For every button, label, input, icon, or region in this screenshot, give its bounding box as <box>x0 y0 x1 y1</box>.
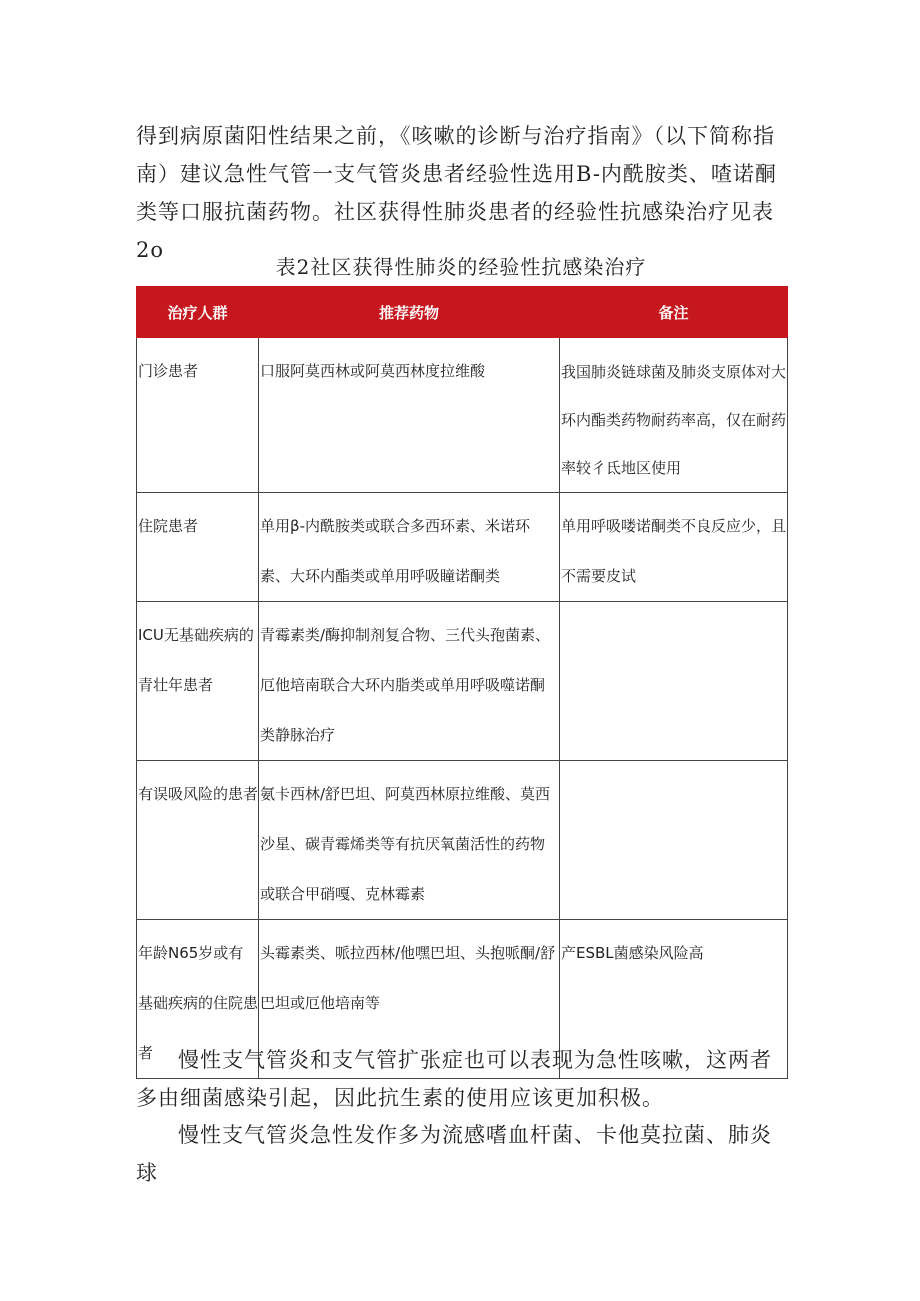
cell-notes: 我国肺炎链球菌及肺炎支原体对大环内酯类药物耐药率高，仅在耐药率较彳氐地区使用 <box>560 338 788 493</box>
cell-population: ICU无基础疾病的青壮年患者 <box>137 602 259 761</box>
table-row <box>137 761 788 920</box>
treatment-table <box>136 286 788 1079</box>
header-notes: 备注 <box>560 287 788 338</box>
cell-drugs: 氨卡西林/舒巴坦、阿莫西林原拉维酸、莫西沙星、碳青霉烯类等有抗厌氧菌活性的药物或联合甲硝嘎、克林霉素 <box>259 761 560 920</box>
cell-drugs: 青霉素类/酶抑制剂复合物、三代头孢菌素、厄他培南联合大环内脂类或单用呼吸噬诺酮类静脉治疗 <box>259 602 560 761</box>
cell-population: 门诊患者 <box>137 338 259 493</box>
intro-paragraph: 得到病原菌阳性结果之前，《咳嗽的诊断与治疗指南》（以下简称指南）建议急性气管一支气管炎患者经验性选用B-内酰胺类、喳诺酮类等口服抗菌药物。社区获得性肺炎患者的经验性抗感染治疗见表2o <box>136 124 777 262</box>
header-population: 治疗人群 <box>137 287 259 338</box>
cell-drugs: 头霉素类、哌拉西林/他嘿巴坦、头抱哌酮/舒巴坦或厄他培南等 <box>259 920 560 1079</box>
cell-notes <box>560 761 788 920</box>
cell-population: 年龄N65岁或有基础疾病的住院患者 <box>137 920 259 1079</box>
table-caption: 表2社区获得性肺炎的经验性抗感染治疗 <box>275 255 647 279</box>
cell-population: 住院患者 <box>137 493 259 602</box>
cell-notes: 产ESBL菌感染风险高 <box>560 920 788 1079</box>
table-row <box>137 338 788 493</box>
cell-drugs: 口服阿莫西林或阿莫西林度拉维酸 <box>259 338 560 493</box>
cell-drugs: 单用β-内酰胺类或联合多西环素、米诺环素、大环内酯类或单用呼吸瞳诺酮类 <box>259 493 560 602</box>
table-header-row <box>137 287 788 338</box>
table-row <box>137 493 788 602</box>
cell-notes <box>560 602 788 761</box>
cell-notes: 单用呼吸喽诺酮类不良反应少，且不需要皮试 <box>560 493 788 602</box>
cell-population: 有误吸风险的患者 <box>137 761 259 920</box>
chronic-bronchitis-paragraph: 慢性支气管炎和支气管扩张症也可以表现为急性咳嗽，这两者多由细菌感染引起，因此抗生素的使用应该更加积极。 <box>136 1048 772 1110</box>
table-row <box>137 602 788 761</box>
header-drugs: 推荐药物 <box>259 287 560 338</box>
acute-exacerbation-paragraph: 慢性支气管炎急性发作多为流感嗜血杆菌、卡他莫拉菌、肺炎球 <box>136 1123 772 1185</box>
